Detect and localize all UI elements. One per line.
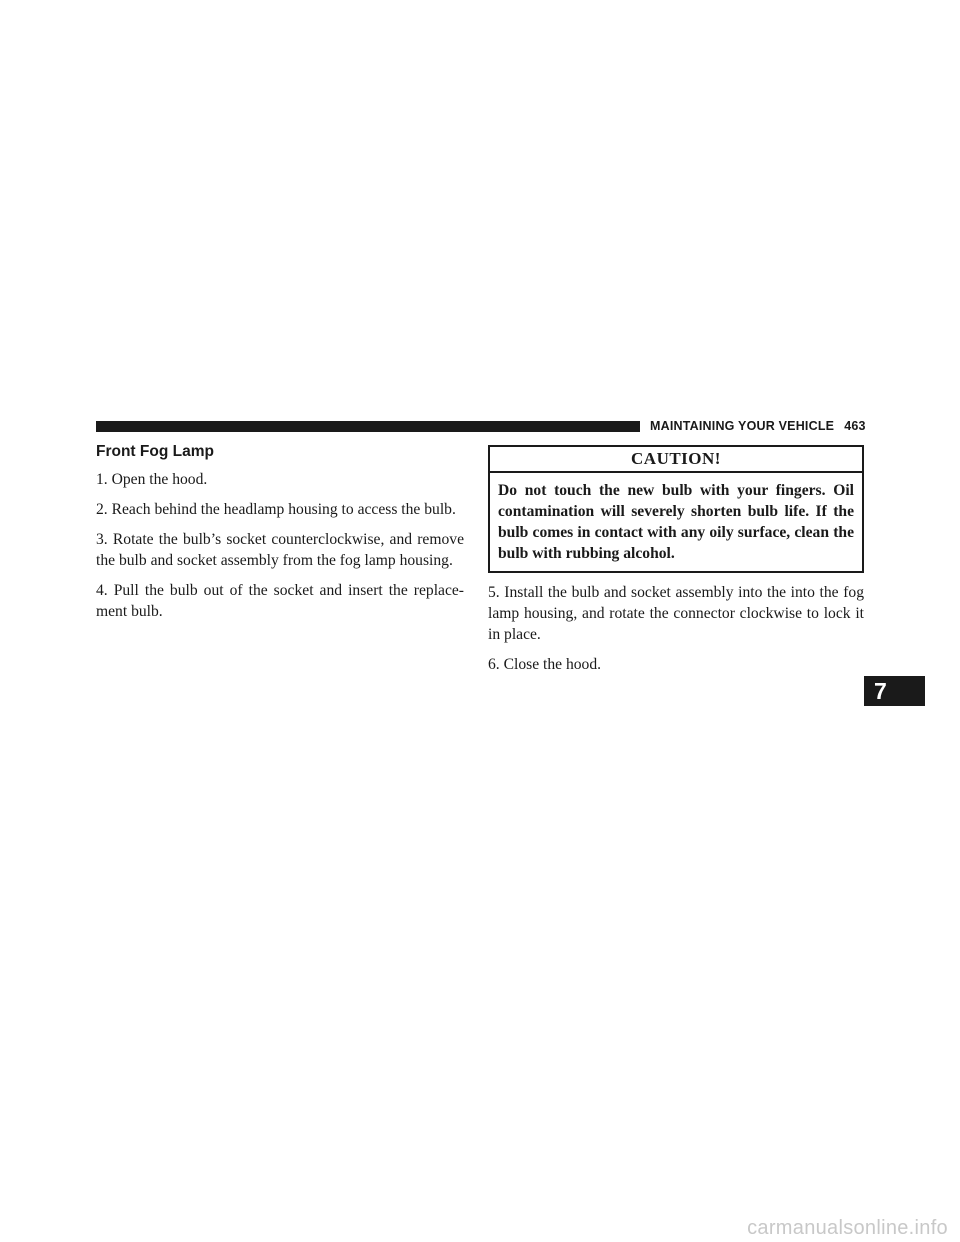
header-rule bbox=[96, 421, 640, 432]
caution-text: Do not touch the new bulb with your fingers. Oil contamination will severely shorten bulb life. If the bulb comes in contact with any oily surface, clean the bulb with rubbing alcohol. bbox=[498, 482, 854, 562]
step-1: 1. Open the hood. bbox=[96, 471, 208, 488]
watermark: carmanualsonline.info bbox=[747, 1217, 948, 1239]
step-6: 6. Close the hood. bbox=[488, 656, 602, 673]
step-2: 2. Reach behind the headlamp housing to access the bulb. bbox=[96, 501, 456, 518]
step-5: 5. Install the bulb and socket assembly into the into the fog lamp housing, and rotate the connector clockwise to lock it in place. bbox=[488, 584, 864, 643]
page-number: 463 bbox=[844, 419, 866, 433]
caution-box bbox=[488, 445, 864, 573]
header-section-title: MAINTAINING YOUR VEHICLE bbox=[650, 419, 835, 433]
running-header bbox=[650, 419, 866, 433]
section-heading: Front Fog Lamp bbox=[96, 443, 214, 460]
chapter-tab: 7 bbox=[864, 676, 925, 706]
right-column bbox=[488, 445, 864, 684]
step-4: 4. Pull the bulb out of the socket and insert the replace- ment bulb. bbox=[96, 582, 464, 620]
caution-title: CAUTION! bbox=[490, 447, 862, 473]
step-3: 3. Rotate the bulb’s socket counterclockwise, and remove the bulb and socket assembly from the fog lamp housing. bbox=[96, 531, 464, 569]
left-column bbox=[96, 441, 464, 631]
